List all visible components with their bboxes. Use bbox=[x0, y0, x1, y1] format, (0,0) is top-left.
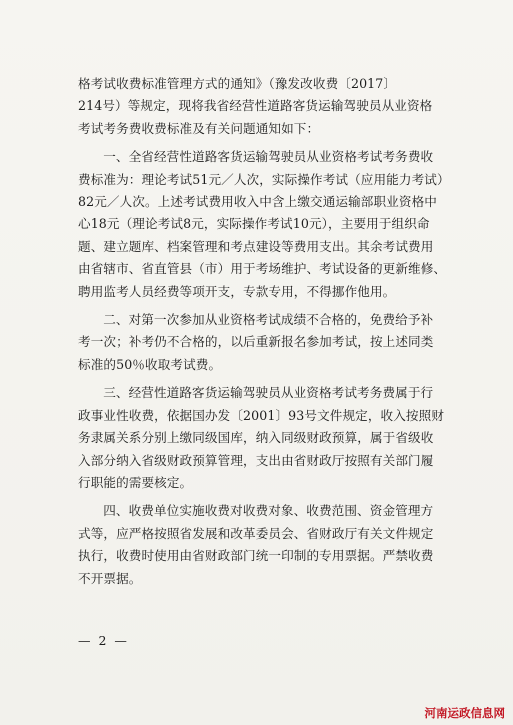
paragraph-4 bbox=[78, 500, 463, 590]
text-line: 执行，收费时使用由省财政部门统一印制的专用票据。严禁收费 bbox=[78, 548, 434, 564]
text-line: 入部分纳入省级财政预算管理，支出由省财政厅按照有关部门履 bbox=[78, 452, 434, 468]
text-line: 格考试收费标准管理方式的通知》（豫发改收费〔2017〕 bbox=[78, 76, 397, 91]
text-line: 三、经营性道路客货运输驾驶员从业资格考试考务费属于行 bbox=[103, 385, 434, 401]
text-line: 考一次；补考仍不合格的，以后重新报名参加考试，按上述同类 bbox=[78, 334, 434, 350]
text-line: 政事业性收费，依据国办发〔2001〕93号文件规定，收入按照财 bbox=[78, 407, 445, 423]
text-line: 标准的50％收取考试费。 bbox=[78, 356, 222, 372]
text-line: 82元／人次。上述考试费用收入中含上缴交通运输部职业资格中 bbox=[78, 194, 437, 210]
text-line: 二、对第一次参加从业资格考试成绩不合格的，免费给予补 bbox=[103, 312, 434, 328]
text-line: 214号）等规定，现将我省经营性道路客货运输驾驶员从业资格 bbox=[78, 98, 433, 114]
text-line: 四、收费单位实施收费对收费对象、收费范围、资金管理方 bbox=[103, 503, 434, 519]
text-line: 不开票据。 bbox=[78, 570, 142, 586]
source-watermark: 河南运政信息网 bbox=[424, 706, 505, 720]
text-line: 心18元（理论考试8元，实际操作考试10元），主要用于组织命 bbox=[78, 216, 430, 232]
text-line: 费标准为：理论考试51元／人次，实际操作考试（应用能力考试） bbox=[78, 171, 450, 187]
paragraph-intro bbox=[78, 73, 463, 140]
text-line: 一、全省经营性道路客货运输驾驶员从业资格考试考务费收 bbox=[103, 149, 434, 165]
paragraph-3 bbox=[78, 382, 463, 494]
text-line: 务隶属关系分别上缴同级国库，纳入同级财政预算，属于省级收 bbox=[78, 430, 434, 446]
page-number: — 2 — bbox=[78, 633, 129, 648]
text-line: 行职能的需要核定。 bbox=[78, 474, 193, 490]
text-line: 题、建立题库、档案管理和考点建设等费用支出。其余考试费用 bbox=[78, 238, 434, 254]
paragraph-1 bbox=[78, 146, 463, 303]
text-line: 考试考务费收费标准及有关问题通知如下： bbox=[78, 120, 320, 136]
text-line: 由省辖市、省直管县（市）用于考场维护、考试设备的更新维修、 bbox=[78, 261, 447, 277]
document-body bbox=[78, 73, 463, 596]
text-line: 式等，应严格按照省发展和改革委员会、省财政厅有关文件规定 bbox=[78, 525, 434, 541]
text-line: 聘用监考人员经费等项开支，专款专用，不得挪作他用。 bbox=[78, 283, 396, 299]
paragraph-2 bbox=[78, 309, 463, 376]
